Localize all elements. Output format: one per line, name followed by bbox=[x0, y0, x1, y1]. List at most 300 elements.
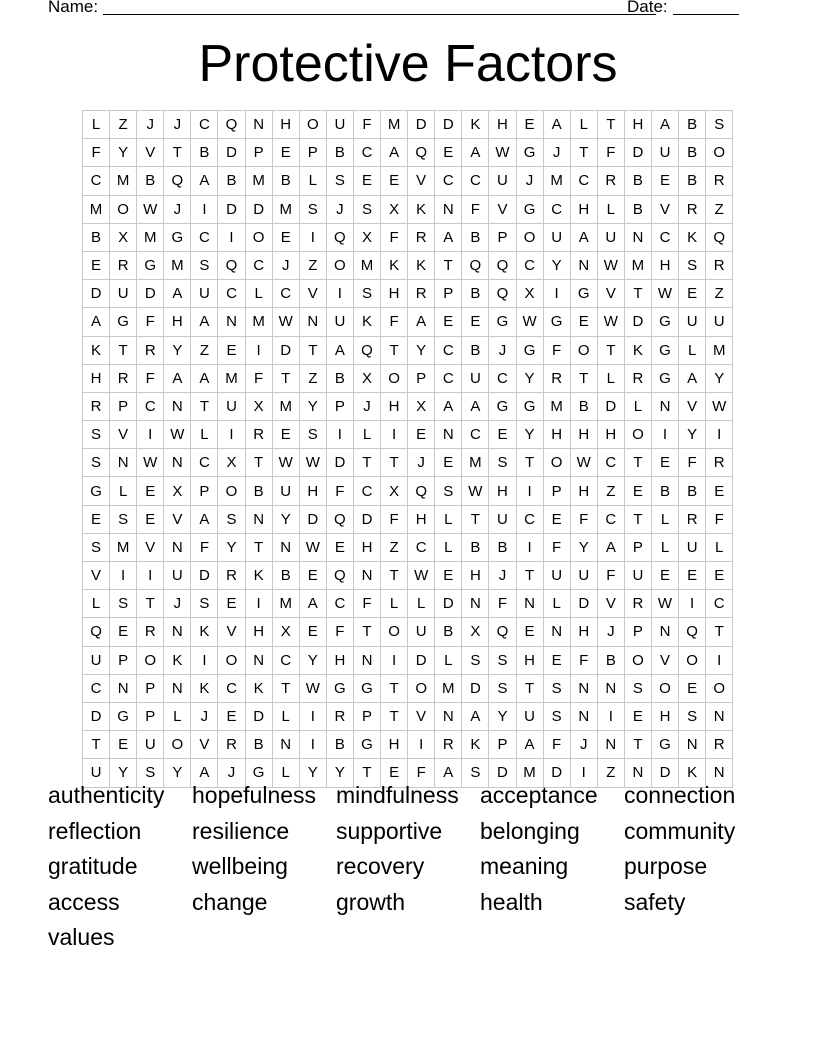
grid-cell[interactable]: R bbox=[679, 505, 706, 533]
date-field[interactable] bbox=[673, 14, 739, 15]
grid-cell[interactable]: W bbox=[299, 674, 326, 702]
grid-cell[interactable]: G bbox=[110, 308, 137, 336]
grid-cell[interactable]: X bbox=[381, 477, 408, 505]
grid-cell[interactable]: T bbox=[462, 505, 489, 533]
grid-cell[interactable]: Z bbox=[191, 336, 218, 364]
grid-cell[interactable]: X bbox=[516, 280, 543, 308]
grid-cell[interactable]: C bbox=[597, 449, 624, 477]
grid-cell[interactable]: G bbox=[516, 392, 543, 420]
grid-cell[interactable]: M bbox=[516, 759, 543, 787]
grid-cell[interactable]: A bbox=[381, 139, 408, 167]
grid-cell[interactable]: N bbox=[435, 195, 462, 223]
grid-cell[interactable]: P bbox=[408, 364, 435, 392]
grid-cell[interactable]: D bbox=[353, 505, 380, 533]
grid-cell[interactable]: O bbox=[516, 223, 543, 251]
grid-cell[interactable]: V bbox=[679, 392, 706, 420]
grid-cell[interactable]: M bbox=[706, 336, 733, 364]
grid-cell[interactable]: U bbox=[83, 759, 110, 787]
grid-cell[interactable]: M bbox=[272, 392, 299, 420]
grid-cell[interactable]: X bbox=[164, 477, 191, 505]
grid-cell[interactable]: U bbox=[543, 223, 570, 251]
grid-cell[interactable]: W bbox=[597, 251, 624, 279]
grid-cell[interactable]: L bbox=[651, 505, 678, 533]
grid-cell[interactable]: O bbox=[706, 139, 733, 167]
grid-cell[interactable]: J bbox=[489, 336, 516, 364]
grid-cell[interactable]: O bbox=[651, 674, 678, 702]
grid-cell[interactable]: W bbox=[164, 421, 191, 449]
grid-cell[interactable]: B bbox=[679, 139, 706, 167]
grid-cell[interactable]: H bbox=[651, 702, 678, 730]
grid-cell[interactable]: F bbox=[489, 590, 516, 618]
grid-cell[interactable]: I bbox=[516, 477, 543, 505]
grid-cell[interactable]: O bbox=[381, 364, 408, 392]
grid-cell[interactable]: Q bbox=[353, 336, 380, 364]
grid-cell[interactable]: R bbox=[624, 590, 651, 618]
grid-cell[interactable]: G bbox=[516, 195, 543, 223]
grid-cell[interactable]: F bbox=[543, 731, 570, 759]
grid-cell[interactable]: D bbox=[624, 139, 651, 167]
grid-cell[interactable]: P bbox=[326, 392, 353, 420]
grid-cell[interactable]: R bbox=[408, 223, 435, 251]
grid-cell[interactable]: M bbox=[245, 167, 272, 195]
grid-cell[interactable]: K bbox=[462, 731, 489, 759]
grid-cell[interactable]: Y bbox=[218, 533, 245, 561]
grid-cell[interactable]: V bbox=[137, 533, 164, 561]
grid-cell[interactable]: I bbox=[137, 562, 164, 590]
grid-cell[interactable]: O bbox=[245, 223, 272, 251]
grid-cell[interactable]: F bbox=[137, 308, 164, 336]
grid-cell[interactable]: B bbox=[326, 139, 353, 167]
grid-cell[interactable]: E bbox=[137, 505, 164, 533]
grid-cell[interactable]: I bbox=[706, 421, 733, 449]
grid-cell[interactable]: E bbox=[651, 562, 678, 590]
grid-cell[interactable]: L bbox=[245, 280, 272, 308]
grid-cell[interactable]: S bbox=[110, 590, 137, 618]
grid-cell[interactable]: K bbox=[408, 195, 435, 223]
grid-cell[interactable]: D bbox=[218, 139, 245, 167]
grid-cell[interactable]: B bbox=[597, 646, 624, 674]
grid-cell[interactable]: W bbox=[516, 308, 543, 336]
grid-cell[interactable]: V bbox=[83, 562, 110, 590]
grid-cell[interactable]: H bbox=[83, 364, 110, 392]
grid-cell[interactable]: E bbox=[435, 139, 462, 167]
grid-cell[interactable]: N bbox=[164, 674, 191, 702]
grid-cell[interactable]: V bbox=[299, 280, 326, 308]
grid-cell[interactable]: M bbox=[543, 392, 570, 420]
grid-cell[interactable]: G bbox=[489, 308, 516, 336]
grid-cell[interactable]: F bbox=[543, 533, 570, 561]
grid-cell[interactable]: A bbox=[326, 336, 353, 364]
grid-cell[interactable]: L bbox=[191, 421, 218, 449]
grid-cell[interactable]: W bbox=[272, 308, 299, 336]
grid-cell[interactable]: N bbox=[435, 702, 462, 730]
grid-cell[interactable]: L bbox=[299, 167, 326, 195]
grid-cell[interactable]: M bbox=[83, 195, 110, 223]
grid-cell[interactable]: P bbox=[435, 280, 462, 308]
grid-cell[interactable]: B bbox=[245, 477, 272, 505]
grid-cell[interactable]: T bbox=[353, 449, 380, 477]
grid-cell[interactable]: A bbox=[462, 139, 489, 167]
grid-cell[interactable]: N bbox=[245, 505, 272, 533]
grid-cell[interactable]: V bbox=[597, 280, 624, 308]
grid-cell[interactable]: J bbox=[570, 731, 597, 759]
grid-cell[interactable]: T bbox=[624, 449, 651, 477]
grid-cell[interactable]: T bbox=[516, 449, 543, 477]
grid-cell[interactable]: O bbox=[624, 421, 651, 449]
grid-cell[interactable]: N bbox=[164, 392, 191, 420]
grid-cell[interactable]: I bbox=[570, 759, 597, 787]
grid-cell[interactable]: D bbox=[462, 674, 489, 702]
grid-cell[interactable]: J bbox=[408, 449, 435, 477]
grid-cell[interactable]: L bbox=[353, 421, 380, 449]
grid-cell[interactable]: A bbox=[191, 759, 218, 787]
grid-cell[interactable]: N bbox=[245, 646, 272, 674]
grid-cell[interactable]: X bbox=[272, 618, 299, 646]
grid-cell[interactable]: I bbox=[245, 590, 272, 618]
grid-cell[interactable]: Z bbox=[706, 195, 733, 223]
grid-cell[interactable]: O bbox=[543, 449, 570, 477]
grid-cell[interactable]: H bbox=[381, 731, 408, 759]
grid-cell[interactable]: S bbox=[110, 505, 137, 533]
grid-cell[interactable]: P bbox=[489, 223, 516, 251]
grid-cell[interactable]: H bbox=[597, 421, 624, 449]
grid-cell[interactable]: E bbox=[110, 618, 137, 646]
grid-cell[interactable]: X bbox=[381, 195, 408, 223]
grid-cell[interactable]: R bbox=[218, 562, 245, 590]
grid-cell[interactable]: U bbox=[624, 562, 651, 590]
grid-cell[interactable]: I bbox=[381, 421, 408, 449]
grid-cell[interactable]: P bbox=[489, 731, 516, 759]
grid-cell[interactable]: D bbox=[408, 111, 435, 139]
grid-cell[interactable]: Y bbox=[706, 364, 733, 392]
grid-cell[interactable]: D bbox=[326, 449, 353, 477]
grid-cell[interactable]: I bbox=[679, 590, 706, 618]
grid-cell[interactable]: E bbox=[299, 618, 326, 646]
grid-cell[interactable]: E bbox=[353, 167, 380, 195]
grid-cell[interactable]: Z bbox=[299, 364, 326, 392]
grid-cell[interactable]: O bbox=[218, 477, 245, 505]
grid-cell[interactable]: V bbox=[218, 618, 245, 646]
grid-cell[interactable]: G bbox=[651, 364, 678, 392]
grid-cell[interactable]: N bbox=[164, 533, 191, 561]
grid-cell[interactable]: A bbox=[191, 167, 218, 195]
grid-cell[interactable]: Y bbox=[489, 702, 516, 730]
grid-cell[interactable]: Y bbox=[543, 251, 570, 279]
grid-cell[interactable]: H bbox=[164, 308, 191, 336]
grid-cell[interactable]: B bbox=[462, 533, 489, 561]
grid-cell[interactable]: S bbox=[137, 759, 164, 787]
grid-cell[interactable]: F bbox=[597, 139, 624, 167]
grid-cell[interactable]: O bbox=[706, 674, 733, 702]
grid-cell[interactable]: X bbox=[408, 392, 435, 420]
grid-cell[interactable]: N bbox=[272, 533, 299, 561]
grid-cell[interactable]: N bbox=[164, 618, 191, 646]
grid-cell[interactable]: Y bbox=[516, 364, 543, 392]
grid-cell[interactable]: C bbox=[516, 251, 543, 279]
grid-cell[interactable]: N bbox=[651, 392, 678, 420]
grid-cell[interactable]: I bbox=[137, 421, 164, 449]
grid-cell[interactable]: N bbox=[570, 702, 597, 730]
grid-cell[interactable]: U bbox=[326, 111, 353, 139]
grid-cell[interactable]: N bbox=[516, 590, 543, 618]
grid-cell[interactable]: W bbox=[299, 533, 326, 561]
grid-cell[interactable]: W bbox=[272, 449, 299, 477]
grid-cell[interactable]: W bbox=[137, 449, 164, 477]
grid-cell[interactable]: W bbox=[137, 195, 164, 223]
grid-cell[interactable]: X bbox=[110, 223, 137, 251]
grid-cell[interactable]: J bbox=[164, 195, 191, 223]
grid-cell[interactable]: Z bbox=[706, 280, 733, 308]
grid-cell[interactable]: B bbox=[462, 336, 489, 364]
grid-cell[interactable]: M bbox=[462, 449, 489, 477]
grid-cell[interactable]: I bbox=[218, 421, 245, 449]
grid-cell[interactable]: N bbox=[706, 759, 733, 787]
grid-cell[interactable]: T bbox=[570, 139, 597, 167]
grid-cell[interactable]: E bbox=[624, 477, 651, 505]
grid-cell[interactable]: C bbox=[83, 674, 110, 702]
grid-cell[interactable]: T bbox=[435, 251, 462, 279]
grid-cell[interactable]: A bbox=[651, 111, 678, 139]
grid-cell[interactable]: G bbox=[570, 280, 597, 308]
grid-cell[interactable]: Q bbox=[83, 618, 110, 646]
grid-cell[interactable]: Q bbox=[408, 139, 435, 167]
grid-cell[interactable]: E bbox=[83, 505, 110, 533]
grid-cell[interactable]: D bbox=[137, 280, 164, 308]
grid-cell[interactable]: C bbox=[462, 421, 489, 449]
grid-cell[interactable]: B bbox=[651, 477, 678, 505]
grid-cell[interactable]: S bbox=[83, 533, 110, 561]
grid-cell[interactable]: M bbox=[381, 111, 408, 139]
grid-cell[interactable]: Q bbox=[489, 618, 516, 646]
grid-cell[interactable]: B bbox=[326, 364, 353, 392]
grid-cell[interactable]: H bbox=[299, 477, 326, 505]
grid-cell[interactable]: J bbox=[164, 590, 191, 618]
grid-cell[interactable]: E bbox=[218, 590, 245, 618]
grid-cell[interactable]: A bbox=[516, 731, 543, 759]
grid-cell[interactable]: N bbox=[110, 674, 137, 702]
grid-cell[interactable]: N bbox=[624, 759, 651, 787]
grid-cell[interactable]: F bbox=[381, 308, 408, 336]
grid-cell[interactable]: H bbox=[489, 111, 516, 139]
grid-cell[interactable]: A bbox=[191, 308, 218, 336]
grid-cell[interactable]: D bbox=[245, 195, 272, 223]
grid-cell[interactable]: N bbox=[245, 111, 272, 139]
grid-cell[interactable]: W bbox=[462, 477, 489, 505]
grid-cell[interactable]: W bbox=[651, 590, 678, 618]
grid-cell[interactable]: O bbox=[218, 646, 245, 674]
grid-cell[interactable]: G bbox=[245, 759, 272, 787]
grid-cell[interactable]: U bbox=[272, 477, 299, 505]
grid-cell[interactable]: Q bbox=[408, 477, 435, 505]
grid-cell[interactable]: U bbox=[408, 618, 435, 646]
grid-cell[interactable]: I bbox=[326, 280, 353, 308]
grid-cell[interactable]: V bbox=[489, 195, 516, 223]
grid-cell[interactable]: D bbox=[543, 759, 570, 787]
grid-cell[interactable]: Y bbox=[570, 533, 597, 561]
grid-cell[interactable]: U bbox=[679, 533, 706, 561]
grid-cell[interactable]: D bbox=[299, 505, 326, 533]
grid-cell[interactable]: S bbox=[326, 167, 353, 195]
grid-cell[interactable]: D bbox=[272, 336, 299, 364]
grid-cell[interactable]: T bbox=[137, 590, 164, 618]
grid-cell[interactable]: U bbox=[679, 308, 706, 336]
grid-cell[interactable]: P bbox=[299, 139, 326, 167]
grid-cell[interactable]: N bbox=[218, 308, 245, 336]
grid-cell[interactable]: E bbox=[679, 562, 706, 590]
grid-cell[interactable]: S bbox=[218, 505, 245, 533]
grid-cell[interactable]: I bbox=[299, 223, 326, 251]
grid-cell[interactable]: P bbox=[137, 702, 164, 730]
grid-cell[interactable]: V bbox=[137, 139, 164, 167]
grid-cell[interactable]: K bbox=[83, 336, 110, 364]
grid-cell[interactable]: E bbox=[272, 421, 299, 449]
grid-cell[interactable]: E bbox=[137, 477, 164, 505]
grid-cell[interactable]: M bbox=[435, 674, 462, 702]
grid-cell[interactable]: L bbox=[164, 702, 191, 730]
grid-cell[interactable]: I bbox=[651, 421, 678, 449]
grid-cell[interactable]: J bbox=[137, 111, 164, 139]
grid-cell[interactable]: P bbox=[245, 139, 272, 167]
grid-cell[interactable]: I bbox=[218, 223, 245, 251]
grid-cell[interactable]: P bbox=[137, 674, 164, 702]
grid-cell[interactable]: E bbox=[381, 759, 408, 787]
grid-cell[interactable]: Q bbox=[218, 251, 245, 279]
grid-cell[interactable]: G bbox=[164, 223, 191, 251]
grid-cell[interactable]: D bbox=[651, 759, 678, 787]
grid-cell[interactable]: D bbox=[191, 562, 218, 590]
grid-cell[interactable]: K bbox=[679, 223, 706, 251]
grid-cell[interactable]: N bbox=[272, 731, 299, 759]
grid-cell[interactable]: L bbox=[272, 759, 299, 787]
grid-cell[interactable]: V bbox=[191, 731, 218, 759]
grid-cell[interactable]: Z bbox=[381, 533, 408, 561]
grid-cell[interactable]: R bbox=[706, 251, 733, 279]
grid-cell[interactable]: Q bbox=[489, 251, 516, 279]
grid-cell[interactable]: C bbox=[489, 364, 516, 392]
grid-cell[interactable]: F bbox=[570, 505, 597, 533]
grid-cell[interactable]: W bbox=[408, 562, 435, 590]
grid-cell[interactable]: B bbox=[218, 167, 245, 195]
grid-cell[interactable]: N bbox=[706, 702, 733, 730]
grid-cell[interactable]: D bbox=[435, 111, 462, 139]
grid-cell[interactable]: Q bbox=[326, 505, 353, 533]
grid-cell[interactable]: V bbox=[597, 590, 624, 618]
grid-cell[interactable]: T bbox=[597, 111, 624, 139]
grid-cell[interactable]: U bbox=[462, 364, 489, 392]
grid-cell[interactable]: B bbox=[679, 477, 706, 505]
grid-cell[interactable]: I bbox=[299, 731, 326, 759]
grid-cell[interactable]: C bbox=[218, 280, 245, 308]
grid-cell[interactable]: R bbox=[679, 195, 706, 223]
grid-cell[interactable]: T bbox=[272, 674, 299, 702]
grid-cell[interactable]: I bbox=[110, 562, 137, 590]
grid-cell[interactable]: M bbox=[624, 251, 651, 279]
grid-cell[interactable]: A bbox=[570, 223, 597, 251]
grid-cell[interactable]: T bbox=[164, 139, 191, 167]
grid-cell[interactable]: C bbox=[272, 646, 299, 674]
grid-cell[interactable]: G bbox=[516, 139, 543, 167]
grid-cell[interactable]: L bbox=[651, 533, 678, 561]
grid-cell[interactable]: O bbox=[164, 731, 191, 759]
grid-cell[interactable]: T bbox=[110, 336, 137, 364]
name-field[interactable] bbox=[103, 14, 656, 15]
grid-cell[interactable]: L bbox=[570, 111, 597, 139]
grid-cell[interactable]: C bbox=[272, 280, 299, 308]
grid-cell[interactable]: L bbox=[597, 364, 624, 392]
grid-cell[interactable]: W bbox=[597, 308, 624, 336]
grid-cell[interactable]: A bbox=[435, 759, 462, 787]
grid-cell[interactable]: P bbox=[110, 646, 137, 674]
grid-cell[interactable]: M bbox=[110, 167, 137, 195]
grid-cell[interactable]: L bbox=[408, 590, 435, 618]
grid-cell[interactable]: M bbox=[110, 533, 137, 561]
grid-cell[interactable]: R bbox=[435, 731, 462, 759]
grid-cell[interactable]: S bbox=[462, 759, 489, 787]
grid-cell[interactable]: U bbox=[597, 223, 624, 251]
grid-cell[interactable]: E bbox=[679, 280, 706, 308]
grid-cell[interactable]: W bbox=[570, 449, 597, 477]
grid-cell[interactable]: R bbox=[110, 364, 137, 392]
grid-cell[interactable]: H bbox=[489, 477, 516, 505]
grid-cell[interactable]: R bbox=[597, 167, 624, 195]
grid-cell[interactable]: S bbox=[679, 702, 706, 730]
grid-cell[interactable]: U bbox=[543, 562, 570, 590]
grid-cell[interactable]: Q bbox=[218, 111, 245, 139]
grid-cell[interactable]: V bbox=[408, 702, 435, 730]
grid-cell[interactable]: B bbox=[245, 731, 272, 759]
grid-cell[interactable]: R bbox=[245, 421, 272, 449]
grid-cell[interactable]: O bbox=[624, 646, 651, 674]
grid-cell[interactable]: E bbox=[435, 562, 462, 590]
grid-cell[interactable]: Y bbox=[164, 336, 191, 364]
grid-cell[interactable]: E bbox=[679, 674, 706, 702]
grid-cell[interactable]: R bbox=[83, 392, 110, 420]
grid-cell[interactable]: N bbox=[651, 618, 678, 646]
grid-cell[interactable]: K bbox=[353, 308, 380, 336]
grid-cell[interactable]: I bbox=[597, 702, 624, 730]
grid-cell[interactable]: G bbox=[326, 674, 353, 702]
grid-cell[interactable]: V bbox=[110, 421, 137, 449]
grid-cell[interactable]: D bbox=[218, 195, 245, 223]
grid-cell[interactable]: W bbox=[706, 392, 733, 420]
grid-cell[interactable]: U bbox=[570, 562, 597, 590]
grid-cell[interactable]: E bbox=[435, 449, 462, 477]
grid-cell[interactable]: N bbox=[570, 251, 597, 279]
grid-cell[interactable]: P bbox=[353, 702, 380, 730]
grid-cell[interactable]: B bbox=[624, 195, 651, 223]
grid-cell[interactable]: X bbox=[353, 223, 380, 251]
grid-cell[interactable]: O bbox=[408, 674, 435, 702]
grid-cell[interactable]: T bbox=[245, 533, 272, 561]
grid-cell[interactable]: F bbox=[543, 336, 570, 364]
grid-cell[interactable]: I bbox=[299, 702, 326, 730]
grid-cell[interactable]: F bbox=[597, 562, 624, 590]
grid-cell[interactable]: G bbox=[137, 251, 164, 279]
grid-cell[interactable]: B bbox=[462, 280, 489, 308]
grid-cell[interactable]: M bbox=[272, 590, 299, 618]
grid-cell[interactable]: B bbox=[435, 618, 462, 646]
grid-cell[interactable]: T bbox=[272, 364, 299, 392]
grid-cell[interactable]: C bbox=[435, 167, 462, 195]
grid-cell[interactable]: V bbox=[651, 195, 678, 223]
grid-cell[interactable]: C bbox=[408, 533, 435, 561]
grid-cell[interactable]: W bbox=[651, 280, 678, 308]
grid-cell[interactable]: L bbox=[679, 336, 706, 364]
grid-cell[interactable]: C bbox=[435, 364, 462, 392]
grid-cell[interactable]: E bbox=[218, 336, 245, 364]
grid-cell[interactable]: U bbox=[489, 505, 516, 533]
grid-cell[interactable]: C bbox=[435, 336, 462, 364]
